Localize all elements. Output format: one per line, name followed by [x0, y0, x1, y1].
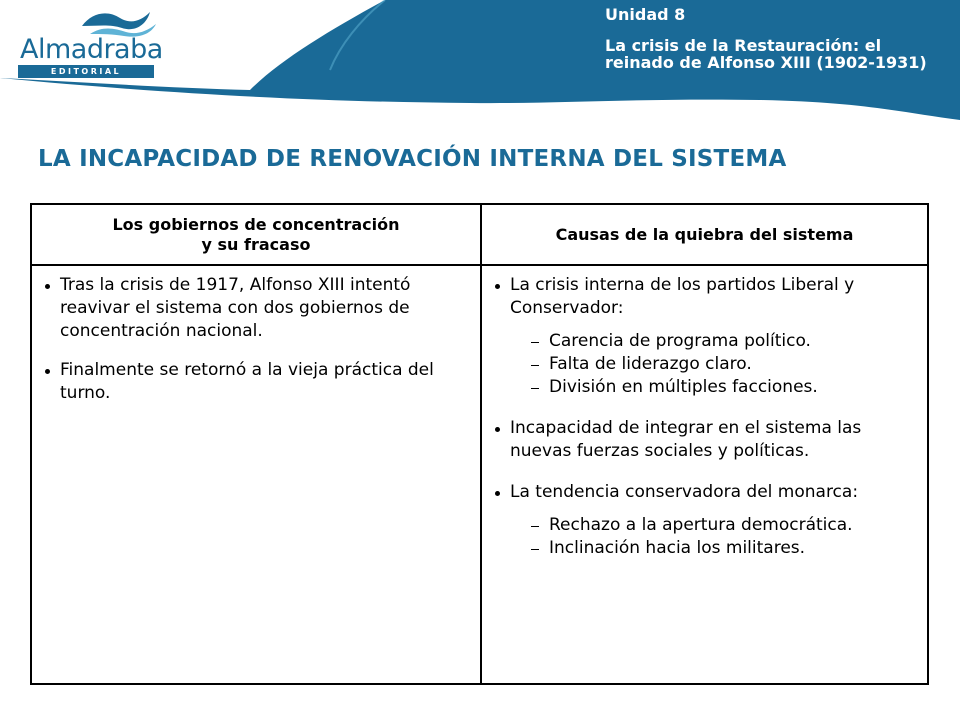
dash-icon: [531, 365, 539, 366]
list-item: [482, 481, 892, 560]
column-cell-concentration: [32, 266, 482, 683]
sub-list-item: [510, 514, 892, 537]
column-heading-line: y su fracaso: [201, 234, 311, 254]
sub-list-item: [510, 330, 892, 353]
unit-label: Unidad 8: [605, 5, 686, 24]
list-item-text: Tras la crisis de 1917, Alfonso XIII intentó reavivar el sistema con dos gobiernos de concentración nacional.: [60, 275, 411, 341]
column-heading-line: Causas de la quiebra del sistema: [555, 224, 854, 244]
dash-icon: [531, 526, 539, 527]
sub-list: [510, 514, 892, 560]
bullet-icon: [495, 284, 500, 289]
bullet-icon: [45, 284, 50, 289]
column-heading-concentration: [32, 205, 482, 266]
dash-icon: [531, 388, 539, 389]
column-cell-causes: [482, 266, 927, 683]
list-item: [32, 359, 447, 405]
bullet-list: [482, 274, 892, 560]
list-item-text: Finalmente se retornó a la vieja práctica del turno.: [60, 360, 434, 403]
list-item-text: La tendencia conservadora del monarca:: [510, 482, 859, 502]
dash-icon: [531, 549, 539, 550]
sub-list-item-text: Rechazo a la apertura democrática.: [549, 515, 853, 535]
sub-list-item-text: Carencia de programa político.: [549, 331, 811, 351]
sub-list-item: [510, 353, 892, 376]
list-item-text: Incapacidad de integrar en el sistema las nuevas fuerzas sociales y políticas.: [510, 418, 862, 461]
sub-list-item-text: Falta de liderazgo claro.: [549, 354, 752, 374]
bullet-icon: [495, 427, 500, 432]
list-item: [32, 274, 447, 343]
publisher-logo: [18, 4, 163, 84]
logo-wordmark: Almadraba: [20, 34, 163, 65]
logo-subtext: EDITORIAL: [18, 65, 154, 78]
list-item: [482, 274, 892, 399]
column-heading-line: Los gobiernos de concentración: [112, 214, 400, 234]
sub-list-item: [510, 376, 892, 399]
sub-list-item-text: Inclinación hacia los militares.: [549, 538, 806, 558]
wave-icon: [80, 4, 160, 38]
dash-icon: [531, 342, 539, 343]
bullet-icon: [45, 369, 50, 374]
content-table: [30, 203, 929, 685]
list-item: [482, 417, 892, 463]
bullet-icon: [495, 491, 500, 496]
page-title: LA INCAPACIDAD DE RENOVACIÓN INTERNA DEL SISTEMA: [38, 146, 787, 172]
list-item-text: La crisis interna de los partidos Liberal y Conservador:: [510, 275, 855, 318]
unit-subtitle: La crisis de la Restauración: el reinado de Alfonso XIII (1902-1931): [605, 36, 927, 72]
sub-list-item-text: División en múltiples facciones.: [549, 377, 818, 397]
sub-list-item: [510, 537, 892, 560]
sub-list: [510, 330, 892, 399]
bullet-list: [32, 274, 447, 405]
column-heading-causes: [482, 205, 927, 266]
